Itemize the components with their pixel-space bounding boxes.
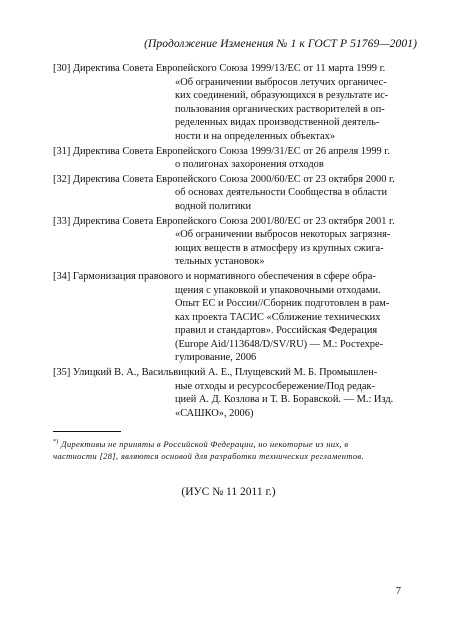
reference-line: «САШКО», 2006) <box>175 407 254 419</box>
reference-line: ющих веществ в атмосферу из крупных сжига- <box>175 242 384 254</box>
footnote-mark: *) <box>53 439 59 445</box>
page-header: (Продолжение Изменения № 1 к ГОСТ Р 51769—2001) <box>144 38 417 50</box>
reference-30 <box>53 62 403 144</box>
reference-line: водной политики <box>175 200 252 212</box>
reference-line: тельных установок» <box>175 256 265 268</box>
reference-31 <box>53 145 403 172</box>
reference-line: пользования органических растворителей в оп- <box>175 103 385 115</box>
reference-line: об основах деятельности Сообщества в области <box>175 187 388 199</box>
reference-32 <box>53 173 403 214</box>
reference-line: ные отходы и ресурсосбережение/Под редак- <box>175 380 376 392</box>
reference-first-line: [33] Директива Совета Европейского Союза 2001/80/ЕС от 23 октября 2001 г. <box>53 215 395 227</box>
reference-34 <box>53 270 403 365</box>
footnote-line <box>53 436 403 450</box>
reference-line: правил и стандартов». Российская Федерация <box>175 325 378 337</box>
reference-line: (Europe Aid/113648/D/SV/RU) — М.: Ростехре- <box>175 338 384 350</box>
footnote <box>53 436 403 462</box>
reference-line: Опыт ЕС и России//Сборник подготовлен в рам- <box>175 298 390 310</box>
reference-line: ках проекта ТАСИС «Сближение технических <box>175 311 381 323</box>
reference-first-line: [31] Директива Совета Европейского Союза 1999/31/ЕС от 26 апреля 1999 г. <box>53 145 390 157</box>
footnote-line: частности [28], являются основой для разработки технических регламентов. <box>53 450 364 461</box>
reference-line: щения с упаковкой и упаковочными отходами. <box>175 284 381 296</box>
reference-first-line: [30] Директива Совета Европейского Союза 1999/13/ЕС от 11 марта 1999 г. <box>53 63 386 74</box>
reference-line: ности и на определенных объектах» <box>175 130 336 142</box>
reference-list <box>53 62 403 421</box>
page-number: 7 <box>395 586 401 597</box>
reference-first-line: [34] Гармонизация правового и нормативного обеспечения в сфере обра- <box>53 270 376 282</box>
reference-35 <box>53 366 403 420</box>
reference-first-line: [32] Директива Совета Европейского Союза 2000/60/ЕС от 23 октября 2000 г. <box>53 173 395 185</box>
reference-line: цией А. Д. Козлова и Т. В. Боравской. — М.: Изд. <box>175 394 394 406</box>
reference-first-line: [35] Улицкий В. А., Васильвицкий А. Е., Плущевский М. Б. Промышлен- <box>53 367 378 379</box>
reference-33 <box>53 215 403 269</box>
ius-reference: (ИУС № 11 2011 г.) <box>181 486 276 498</box>
reference-line: ределенных видах производственной деятель- <box>175 117 380 129</box>
footnote-separator <box>53 431 121 432</box>
reference-line: ких соединений, образующихся в результате ис- <box>175 90 389 102</box>
footnote-text: Директивы не приняты в Российской Федерации, но некоторые из них, в <box>61 438 349 449</box>
reference-line: «Об ограничении выбросов некоторых загрязня- <box>175 229 391 241</box>
reference-line: «Об ограничении выбросов летучих органичес- <box>175 76 387 88</box>
reference-line: о полигонах захоронения отходов <box>175 159 324 171</box>
reference-line: гулирование, 2006 <box>175 352 257 364</box>
